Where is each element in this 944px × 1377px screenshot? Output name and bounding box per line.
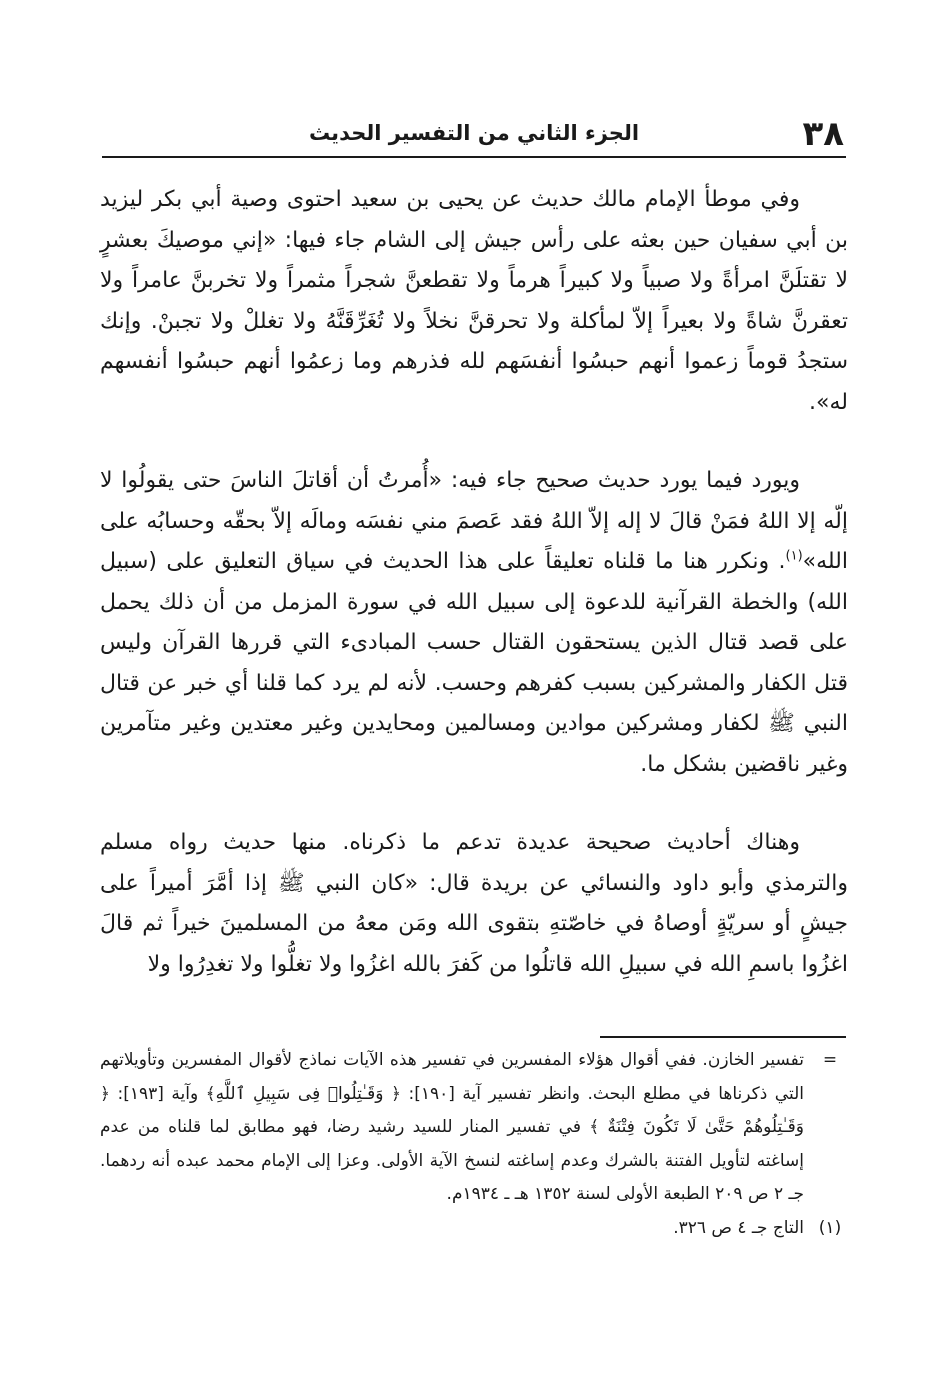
footnote bbox=[100, 1212, 848, 1246]
footnote-continuation bbox=[100, 1044, 848, 1212]
footnote-separator bbox=[600, 1036, 846, 1038]
paragraph: وهناك أحاديث صحيحة عديدة تدعم ما ذكرناه. منها حديث رواه مسلم والترمذي وأبو داود والنسائي عن بريدة قال: «كان النبي ﷺ إذا أمَّرَ أميراً على جيشٍ أو سريّةٍ أوصاهُ في خاصّتهِ بتقوى الله ومَن معهُ من المسلمينَ خيراً ثم قالَ اغزُوا باسمِ الله في سبيلِ الله قاتلُوا من كَفرَ بالله اغزُوا ولا تغلُّوا ولا تغدِرُوا ولا bbox=[100, 830, 848, 977]
paragraph bbox=[100, 461, 848, 785]
paragraph: وفي موطأ الإمام مالك حديث عن يحيى بن سعيد احتوى وصية أبي بكر ليزيد بن أبي سفيان حين بعثه على رأس جيش إلى الشام جاء فيها: «إني موصيكَ بعشرٍ لا تقتلَنَّ امرأةً ولا صبياً ولا كبيراً هرماً ولا تقطعنَّ شجراً مثمراً ولا تخربنَّ عامراً ولا تعقرنَّ شاةً ولا بعيراً إلاّ لمأكلة ولا تحرقنَّ نخلاً ولا تُغَرِّقَنَّهُ ولا تغللْ ولا تجبنْ. وإنك ستجدُ قوماً زعموا أنهم حبسُوا أنفسَهم لله فذرهم وما زعمُوا أنهم حبسُوا أنفسهم له». bbox=[100, 187, 848, 415]
footnote-reference[interactable]: (١) bbox=[785, 548, 803, 564]
footnote-marker: (١) bbox=[818, 1217, 842, 1238]
footnote-text: التاج جـ ٤ ص ٣٢٦. bbox=[673, 1217, 804, 1238]
running-title: الجزء الثاني من التفسير الحديث bbox=[308, 121, 640, 145]
paragraph-text: . ونكرر هنا ما قلناه تعليقاً على هذا الحديث في سياق التعليق على (سبيل الله) والخطة القرآنية للدعوة إلى سبيل الله في سورة المزمل من أن ذلك يحمل على قصد قتال الذين يستحقون القتال حسب المبادىء التي قررها القرآن وليس قتل الكفار والمشركين بسبب كفرهم وحسب. لأنه لم يرد كما قلنا أي خبر عن قتال النبي ﷺ لكفار ومشركين موادين ومسالمين ومحايدين وغير معتدين وغير متآمرين وغير ناقضين بشكل ما. bbox=[100, 549, 848, 777]
page-header bbox=[102, 112, 846, 158]
page-number: ٣٨ bbox=[802, 114, 844, 154]
main-text bbox=[100, 180, 848, 985]
footnote-text: تفسير الخازن. ففي أقوال هؤلاء المفسرين في تفسير هذه الآيات نماذج لأقوال المفسرين وتأويلاتهم التي ذكرناها في مطلع البحث. وانظر تفسير آية [١٩٠]: ﴿ وَقَـٰتِلُوا۟ فِى سَبِيلِ ٱللَّهِ﴾ وآية [١٩٣]: ﴿ وَقَـٰتِلُوهُمْ حَتَّىٰ لَا تَكُونَ فِتْنَةٌ ﴾ في تفسير المنار للسيد رشيد رضا، فهو مطابق لما قلناه من عدم إساغته لتأويل الفتنة بالشرك وعدم إساغته لنسخ الآية الأولى. وعزا إلى الإمام محمد عبده أنه ردهما. جـ ٢ ص ٢٠٩ الطبعة الأولى لسنة ١٣٥٢ هـ ـ ١٩٣٤م. bbox=[100, 1050, 805, 1204]
paragraph-text: ويورد فيما يورد حديث صحيح جاء فيه: «أُمرتُ أن أقاتلَ الناسَ حتى يقولُوا لا إلّه إلا اللهُ فمَنْ قالَ لا إله إلاّ اللهُ فقد عَصمَ مني نفسَه ومالَه إلاّ بحقّه وحسابُه على الله» bbox=[100, 468, 848, 574]
footnote-marker: = bbox=[822, 1050, 838, 1070]
footnotes bbox=[100, 1044, 848, 1245]
